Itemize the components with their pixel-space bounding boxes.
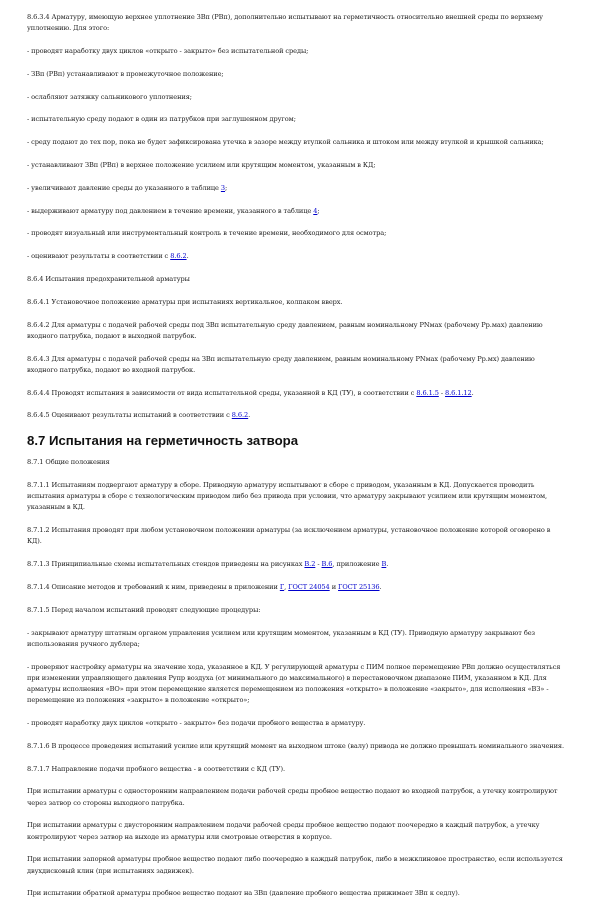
paragraph-two-way-flow: При испытании арматуры с двусторонним направлением подачи рабочей среды пробное вещество подают поочередно в каждый патрубок, а утечку контролируют через затвор на выходе из арматуры или смотровые отверстия в корпусе. <box>27 821 540 841</box>
list-item-cycles: - проводят наработку двух циклов «открыто - закрыто» без испытательной среды; <box>27 47 309 55</box>
paragraph-8-7-1-2: 8.7.1.2 Испытания проводят при любом установочном положении арматуры (за исключением арматуры, установочное положение которой оговорено в КД). <box>27 526 551 546</box>
link-gost-25136[interactable]: ГОСТ 25136 <box>338 582 380 591</box>
list-item-intermediate-position: - ЗВп (РВп) устанавливают в промежуточное положение; <box>27 69 224 78</box>
paragraph-shutoff-valve: При испытании запорной арматуры пробное вещество подают либо поочередно в каждый патрубок, либо в межклиновое пространство, если используется двухдисковый клин (при испытаниях задвижек). <box>27 855 563 875</box>
list-item-check-stroke: - проверяют настройку арматуры на значение хода, указанное в КД. У регулирующей арматуры с ПИМ полное перемещение РВп должно осуществляться при изменении управляющего давления Рупр воздуха (от минимального до максимального) в перестановочном диапазоне ПИМ, указанном в КД. Для арматуры исполнения «ВО» при этом перемещение является перемещением из положения «открыто» в положение «закрыто», для исполнения «ВЗ» - перемещение из положения «закрыто» в положение «открыто»; <box>27 662 561 705</box>
list-item-increase-pressure <box>27 183 567 194</box>
paragraph-8-6-4-4 <box>27 388 567 399</box>
list-item-dry-cycles: - проводят наработку двух циклов «открыто - закрыто» без подачи пробного вещества в арматуру. <box>27 718 366 727</box>
link-table-4[interactable]: 4 <box>313 206 318 215</box>
list-item-close-valve: - закрывают арматуру штатным органом управления усилием или крутящим моментом, указанным в КД (ТУ). Приводную арматуру закрывают без использования ручного дублера; <box>27 628 536 648</box>
link-8-6-2[interactable]: 8.6.2 <box>231 411 249 420</box>
text: ; <box>225 183 228 192</box>
paragraph-check-valve: При испытании обратной арматуры пробное вещество подают на ЗВп (давление пробного вещества прижимает ЗВп к седлу). <box>27 889 460 898</box>
link-table-3[interactable]: 3 <box>220 183 226 192</box>
text: , <box>284 582 289 591</box>
link-appendix-b[interactable]: В <box>381 560 387 569</box>
link-figure-b6[interactable]: В.6 <box>321 560 333 569</box>
text: и <box>329 582 339 591</box>
text: . <box>386 560 389 569</box>
paragraph-8-7-1-6: 8.7.1.6 В процессе проведения испытаний усилие или крутящий момент на выходном штоке (валу) привода не должно превышать номинального значения. <box>27 741 565 750</box>
paragraph-8-6-4-3: 8.6.4.3 Для арматуры с подачей рабочей среды на ЗВп испытательную среду давлением, равным номинальному PNмах (рабочему Рр.мх) давлению входного патрубка, подают во входной патрубок. <box>27 354 535 374</box>
text: - <box>315 560 322 569</box>
subsection-title-8-6-4: 8.6.4 Испытания предохранительной арматуры <box>27 274 190 283</box>
list-item-leak-detection: - среду подают до тех пор, пока не будет зафиксирована утечка в зазоре между втулкой сальника и штоком или между втулкой и крышкой сальника; <box>27 138 544 147</box>
text: . <box>379 582 382 591</box>
document-page <box>27 12 567 911</box>
text: 8.7.1.3 Принципиальные схемы испытательных стендов приведены на рисунках <box>27 560 305 569</box>
link-8-6-1-5[interactable]: 8.6.1.5 <box>416 388 439 397</box>
list-item-supply-medium: - испытательную среду подают в один из патрубков при заглушенном другом; <box>27 115 296 124</box>
text: - оценивают результаты в соответствии с <box>27 252 171 261</box>
text: - увеличивают давление среды до указанного в таблице <box>27 183 221 192</box>
paragraph-8-7-1-3 <box>27 559 567 570</box>
link-8-6-1-12[interactable]: 8.6.1.12 <box>445 388 472 397</box>
paragraph-8-6-3-4: 8.6.3.4 Арматуру, имеющую верхнее уплотнение ЗВп (РВп), дополнительно испытывают на герметичность относительно внешней среды по верхнему уплотнению. Для этого: <box>27 13 543 33</box>
list-item-evaluate <box>27 251 567 262</box>
subsection-title-8-7-1: 8.7.1 Общие положения <box>27 458 110 467</box>
paragraph-8-7-1-5: 8.7.1.5 Перед началом испытаний проводят следующие процедуры: <box>27 605 261 614</box>
section-heading-8-7: 8.7 Испытания на герметичность затвора <box>27 433 299 449</box>
list-item-hold-pressure <box>27 206 567 217</box>
paragraph-8-6-4-5 <box>27 410 567 421</box>
list-item-upper-position: - устанавливают ЗВп (РВп) в верхнее положение усилием или крутящим моментом, указанным в КД; <box>27 160 376 169</box>
paragraph-8-6-4-1: 8.6.4.1 Установочное положение арматуры при испытаниях вертикальное, колпаком вверх. <box>27 297 343 306</box>
text: 8.6.4.5 Оценивают результаты испытаний в соответствии с <box>27 411 232 420</box>
list-item-loosen-gland: - ослабляют затяжку сальникового уплотнения; <box>27 92 192 101</box>
text: . <box>471 388 474 397</box>
text: 8.6.4.4 Проводят испытания в зависимости от вида испытательной среды, указанной в КД (ТУ), в соответствии с <box>27 388 417 397</box>
text: . <box>248 411 251 420</box>
paragraph-one-way-flow: При испытании арматуры с односторонним направлением подачи рабочей среды пробное вещество подают во входной патрубок, а утечку контролируют через затвор со стороны выходного патрубка. <box>27 787 558 807</box>
text: - <box>438 388 446 397</box>
list-item-visual-control: - проводят визуальный или инструментальный контроль в течение времени, необходимого для осмотра; <box>27 229 387 238</box>
text: ; <box>317 206 320 215</box>
link-gost-24054[interactable]: ГОСТ 24054 <box>288 582 330 591</box>
text: 8.7.1.4 Описание методов и требований к ним, приведены в приложении <box>27 582 280 591</box>
text: , приложение <box>332 560 382 569</box>
paragraph-8-7-1-1: 8.7.1.1 Испытаниям подвергают арматуру в сборе. Приводную арматуру испытывают в сборе с приводом, указанным в КД. Допускается проводить испытания арматуры в сборе с технологическим приводом либо без привода при условии, что арматуру закрывают усилием или крутящим моментом, указанным в КД. <box>27 480 548 512</box>
paragraph-8-7-1-7: 8.7.1.7 Направление подачи пробного вещества - в соответствии с КД (ТУ). <box>27 764 285 773</box>
link-appendix-g[interactable]: Г <box>279 582 285 591</box>
text: - выдерживают арматуру под давлением в течение времени, указанного в таблице <box>27 206 314 215</box>
link-figure-b2[interactable]: В.2 <box>304 560 316 569</box>
link-8-6-2[interactable]: 8.6.2 <box>170 252 187 261</box>
paragraph-8-6-4-2: 8.6.4.2 Для арматуры с подачей рабочей среды под ЗВп испытательную среду давлением, равным номинальному PNмах (рабочему Рр.мах) давлению входного патрубка, подают в выходной патрубок. <box>27 320 543 340</box>
paragraph-8-7-1-4 <box>27 582 567 593</box>
text: . <box>186 252 189 261</box>
